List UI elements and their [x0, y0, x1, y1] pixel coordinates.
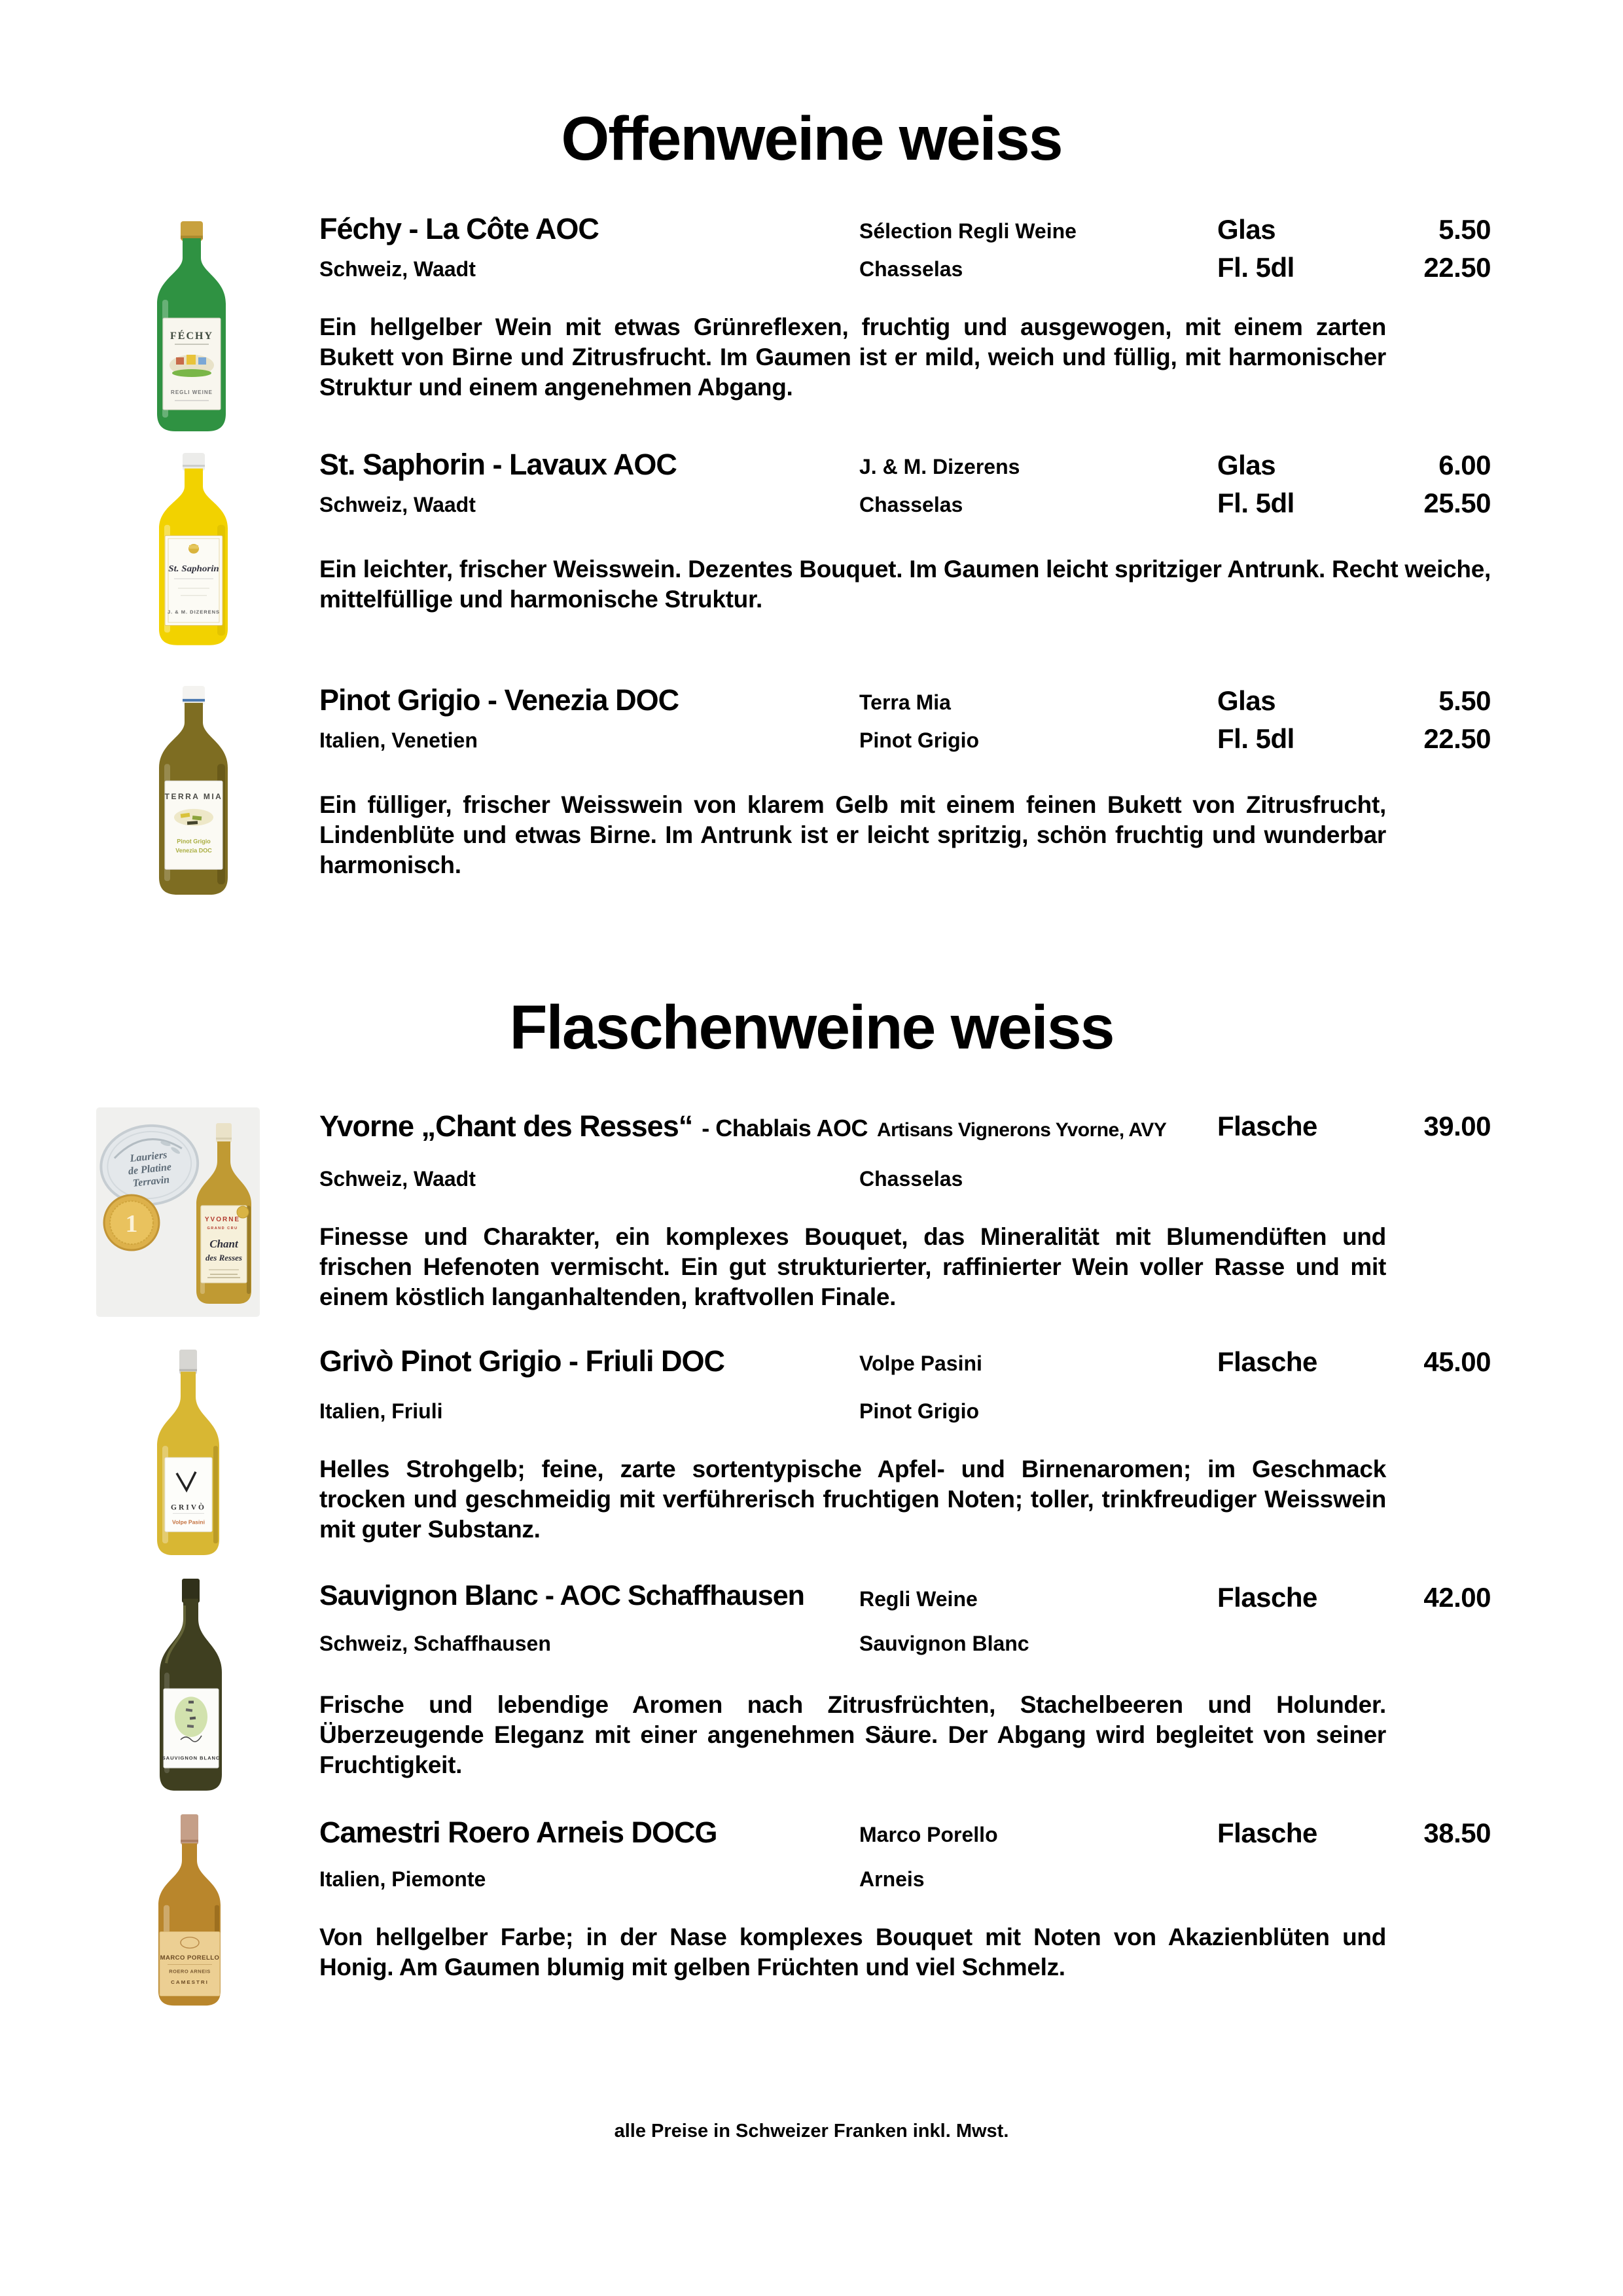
label-footer-line1: Pinot Grigio [177, 838, 211, 845]
bottle-image-fechy [147, 221, 236, 437]
price-unit-flasche: Flasche [1217, 1582, 1317, 1613]
wine-variety: Sauvignon Blanc [859, 1632, 1029, 1655]
price-unit-flasche: Flasche [1217, 1346, 1317, 1377]
label-title: St. Saphorin [168, 564, 219, 575]
wine-producer: J. & M. Dizerens [859, 455, 1020, 478]
price-unit-flasche: Flasche [1217, 1818, 1317, 1848]
bottle-capsule [183, 686, 205, 706]
price-unit-glas: Glas [1217, 214, 1276, 245]
label-footer: Volpe Pasini [172, 1518, 205, 1526]
label-script-line1: Chant [209, 1238, 238, 1250]
price-unit-flasche5dl: Fl. 5dl [1217, 488, 1294, 518]
wine-name: Grivò Pinot Grigio - Friuli DOC [319, 1344, 724, 1378]
wine-description: Frische und lebendige Aromen nach Zitrusfrüchten, Stachelbeeren und Holunder. Überzeugende Eleganz mit einer angenehmen Säure. Der Abgang wird begleitet von seiner Fruchtigkeit. [319, 1691, 1386, 1778]
wine-region: Italien, Friuli [319, 1399, 443, 1423]
wine-description: Helles Strohgelb; feine, zarte sortentypische Apfel- und Birnenaromen; im Geschmack trocken und geschmeidig mit verführerisch fruchtigen Noten; toller, trinkfreudiger Weisswein mit guter Substanz. [319, 1456, 1386, 1543]
wine-producer: Regli Weine [859, 1587, 978, 1611]
bottle-image-camestri [141, 1814, 238, 2008]
bottle-image-grivo [140, 1350, 236, 1558]
wine-producer: Terra Mia [859, 691, 951, 714]
price-value-glas: 6.00 [1438, 450, 1491, 480]
price-value-glas: 5.50 [1438, 685, 1491, 716]
label-footer: REGLI WEINE [171, 389, 213, 395]
wine-region: Italien, Venetien [319, 728, 478, 752]
label-footer-line2: Venezia DOC [175, 847, 212, 854]
wine-variety: Chasselas [859, 493, 963, 516]
label-script-line2: des Resses [205, 1253, 242, 1263]
label-footer: J. & M. DIZERENS [167, 609, 221, 615]
wine-name: St. Saphorin - Lavaux AOC [319, 448, 677, 481]
bottle-capsule [183, 453, 205, 471]
wine-producer: Sélection Regli Weine [859, 219, 1077, 243]
wine-description: Finesse und Charakter, ein komplexes Bouquet, das Mineralität mit Blumendüften und frischen Hefenoten vermischt. Ein gut strukturierter, raffinierter Wein voller Rasse und mit einem köstlich langanhaltenden, kraftvollen Finale. [319, 1223, 1386, 1310]
wine-variety: Arneis [859, 1867, 925, 1891]
label-subtitle: ROERO ARNEIS [169, 1968, 211, 1975]
wine-name: Yvorne „Chant des Resses“ [319, 1109, 693, 1143]
bottle-image-st-saphorin [149, 453, 238, 651]
wine-name: Camestri Roero Arneis DOCG [319, 1816, 717, 1849]
label-title: TERRA MIA [164, 791, 223, 801]
wine-description: Ein fülliger, frischer Weisswein von klarem Gelb mit einem feinen Bukett von Zitrusfrucht, Lindenblüte und etwas Birne. Im Antrunk ist er leicht spritzig, schön fruchtig und wunderbar harmonisch. [319, 791, 1386, 878]
wine-name-suffix: - Chablais AOC [702, 1115, 868, 1141]
medal-text-line2: de Platine [128, 1161, 172, 1177]
label-footer: CAMESTRI [171, 1979, 209, 1985]
wine-variety: Chasselas [859, 1167, 963, 1191]
gold-medal [104, 1195, 159, 1250]
price-value-flasche: 45.00 [1423, 1346, 1491, 1377]
bottle-image-sauvignon-blanc [143, 1579, 239, 1793]
price-value-flasche5dl: 22.50 [1423, 252, 1491, 283]
price-disclaimer: alle Preise in Schweizer Franken inkl. Mwst. [614, 2121, 1009, 2142]
wine-region: Schweiz, Waadt [319, 257, 476, 281]
gold-medal-number: 1 [125, 1210, 138, 1238]
wine-name: Féchy - La Côte AOC [319, 212, 599, 245]
bottle-image-terra-mia [149, 686, 238, 901]
wine-region: Schweiz, Schaffhausen [319, 1632, 551, 1655]
medal-text-line1: Lauriers [129, 1149, 168, 1165]
wine-name-line [319, 1109, 1166, 1143]
price-unit-flasche5dl: Fl. 5dl [1217, 252, 1294, 283]
label-title: MARCO PORELLO [160, 1954, 220, 1961]
wine-variety: Chasselas [859, 257, 963, 281]
price-unit-flasche5dl: Fl. 5dl [1217, 723, 1294, 754]
price-unit-flasche: Flasche [1217, 1111, 1317, 1141]
wine-variety: Pinot Grigio [859, 728, 980, 752]
price-value-glas: 5.50 [1438, 214, 1491, 245]
price-unit-glas: Glas [1217, 685, 1276, 716]
price-value-flasche: 38.50 [1423, 1818, 1491, 1848]
section-title-flaschenweine: Flaschenweine weiss [509, 993, 1114, 1062]
wine-description: Ein hellgelber Wein mit etwas Grünreflexen, fruchtig und ausgewogen, mit einem zarten Bukett von Birne und Zitrusfrucht. Im Gaumen ist er mild, weich und füllig, mit harmonischer Struktur und einem angenehmen Abgang. [319, 314, 1386, 401]
label-title: FÉCHY [170, 331, 213, 342]
wine-name: Pinot Grigio - Venezia DOC [319, 683, 679, 717]
wine-region: Schweiz, Waadt [319, 1167, 476, 1191]
medal-text-line3: Terravin [132, 1174, 170, 1189]
price-value-flasche: 39.00 [1423, 1111, 1491, 1141]
wine-variety: Pinot Grigio [859, 1399, 980, 1423]
bottle-capsule [216, 1123, 232, 1143]
price-value-flasche: 42.00 [1423, 1582, 1491, 1613]
wine-description: Ein leichter, frischer Weisswein. Dezentes Bouquet. Im Gaumen leicht spritziger Antrunk. Recht weiche, mittelfüllige und harmonische Struktur. [319, 556, 1491, 613]
price-value-flasche5dl: 22.50 [1423, 723, 1491, 754]
wine-producer: Artisans Vignerons Yvorne, AVY [876, 1119, 1167, 1141]
wine-region: Italien, Piemonte [319, 1867, 486, 1891]
wine-producer: Volpe Pasini [859, 1352, 982, 1375]
label-subtitle: GRAND CRU [207, 1227, 238, 1230]
section-title-offenweine: Offenweine weiss [561, 104, 1062, 173]
label-title: GRIVÒ [171, 1503, 206, 1512]
bottle-label [160, 1931, 220, 1996]
price-value-flasche5dl: 25.50 [1423, 488, 1491, 518]
wine-producer: Marco Porello [859, 1823, 998, 1846]
bottle-image-yvorne-with-medals [96, 1107, 260, 1317]
label-footer: SAUVIGNON BLANC [162, 1755, 221, 1761]
label-title: YVORNE [204, 1216, 241, 1223]
wine-description: Von hellgelber Farbe; in der Nase komplexes Bouquet mit Noten von Akazienblüten und Honig. Am Gaumen blumig mit gelben Früchten und viel Schmelz. [319, 1924, 1386, 1981]
wine-region: Schweiz, Waadt [319, 493, 476, 516]
price-unit-glas: Glas [1217, 450, 1276, 480]
wine-name: Sauvignon Blanc - AOC Schaffhausen [319, 1580, 804, 1611]
